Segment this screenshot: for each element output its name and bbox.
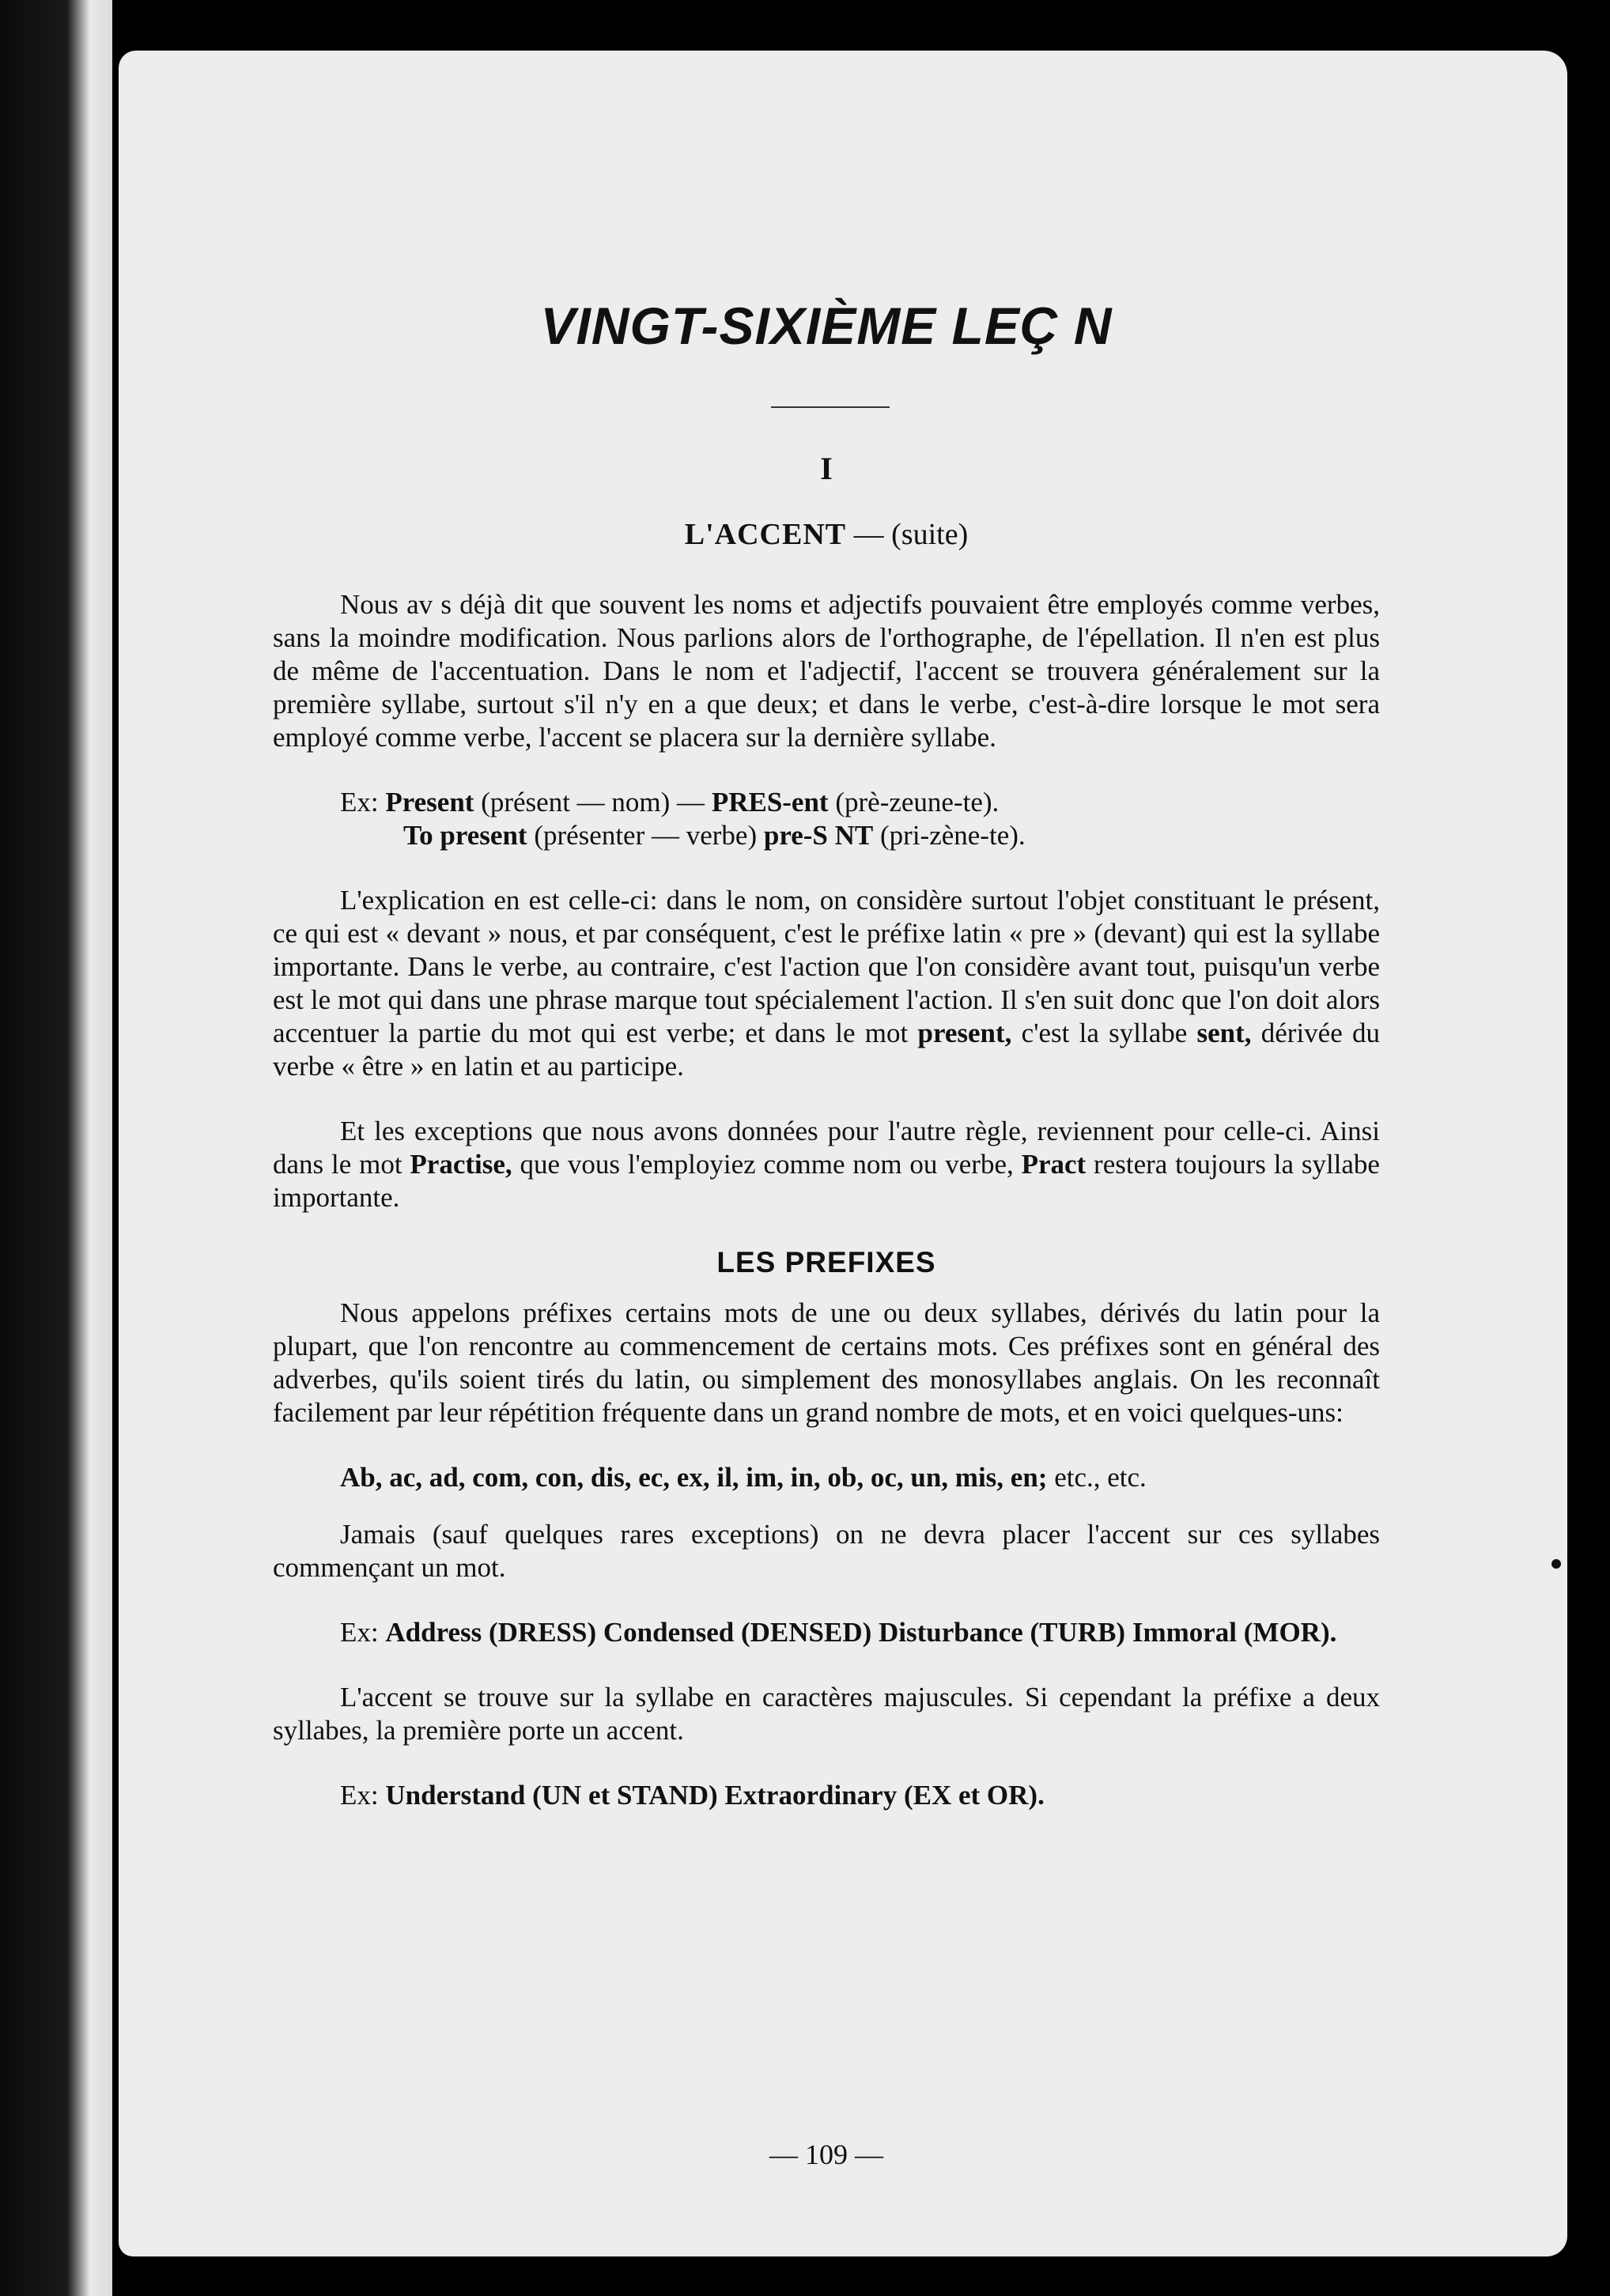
text-run: L'explication en est celle-ci: dans le nom, on considère surtout l'objet constituant le présent, ce qui est « devant » nous, et par conséquent, c'est le préfixe latin « pre » (devant) qui est la syllabe importante. Dans le verbe, au contraire, c'est l'action que l'on considère avant tout, puisqu'un verbe est le mot qui dans une phrase marque tout spécialement l'action. Il s'en suit donc que l'on doit alors accentuer la partie du mot qui est verbe; et dans le mot bbox=[273, 885, 1380, 1048]
book-page bbox=[119, 51, 1567, 2256]
example-text: (présenter — verbe) bbox=[527, 820, 764, 851]
prefix-list-rest: etc., etc. bbox=[1047, 1462, 1147, 1493]
chapter-title: VINGT-SIXIÈME LEÇ N bbox=[540, 296, 1113, 355]
page-number: — 109 — bbox=[769, 2139, 883, 2170]
ink-dot bbox=[1551, 1559, 1561, 1569]
example-words: Understand (UN et STAND) Extraordinary (EX et OR). bbox=[385, 1780, 1045, 1811]
example-label: Ex: bbox=[340, 1780, 386, 1811]
example-word: Present bbox=[385, 787, 474, 818]
example-text: (pri-zène-te). bbox=[873, 820, 1026, 851]
example-word: To present bbox=[403, 820, 527, 851]
paragraph-4: Nous appelons préfixes certains mots de une ou deux syllabes, dérivés du latin pour la plupart, que l'on rencontre au commencement de certains mots. Ces préfixes sont en général des adverbes, qu'ils soient tirés du latin, ou simplement des monosyllabes anglais. On les reconnaît facilement par leur répétition fréquente dans un grand nombre de mots, et en voici quelques-uns: bbox=[273, 1297, 1380, 1428]
bold-word: present, bbox=[917, 1018, 1012, 1048]
example-word: PRES-ent bbox=[711, 787, 829, 818]
prefix-list-bold: Ab, ac, ad, com, con, dis, ec, ex, il, im, in, ob, oc, un, mis, en; bbox=[340, 1462, 1048, 1493]
paragraph-3 bbox=[273, 1115, 1380, 1214]
title-divider bbox=[771, 406, 890, 408]
section-heading-sub: — (suite) bbox=[846, 518, 969, 551]
paragraph-2 bbox=[273, 884, 1380, 1083]
text-run: que vous l'employiez comme nom ou verbe, bbox=[512, 1149, 1022, 1180]
example-text: (présent — nom) — bbox=[474, 787, 712, 818]
example-word: pre-S NT bbox=[763, 820, 874, 851]
example-3 bbox=[273, 1779, 1380, 1812]
text-run: Et les exceptions que nous avons données pour l'autre règle, reviennent pour celle-ci. Ainsi dans le mot bbox=[273, 1116, 1380, 1180]
bold-word: Practise, bbox=[410, 1149, 512, 1180]
example-label: Ex: bbox=[340, 787, 386, 818]
section-heading bbox=[273, 517, 1380, 552]
example-2 bbox=[273, 1616, 1380, 1649]
paragraph-5: Jamais (sauf quelques rares exceptions) on ne devra placer l'accent sur ces syllabes commençant un mot. bbox=[273, 1519, 1380, 1583]
example-1-line-2 bbox=[340, 819, 1380, 852]
heading-prefixes: LES PREFIXES bbox=[716, 1246, 936, 1278]
section-number: I bbox=[820, 451, 833, 486]
section-heading-main: L'ACCENT bbox=[684, 518, 847, 551]
example-1 bbox=[273, 786, 1380, 852]
bold-word: Pract bbox=[1021, 1149, 1087, 1180]
example-label: Ex: bbox=[340, 1617, 386, 1648]
example-words: Address (DRESS) Condensed (DENSED) Disturbance (TURB) Immoral (MOR). bbox=[385, 1617, 1337, 1648]
example-text: (prè-zeune-te). bbox=[828, 787, 1000, 818]
prefix-list bbox=[273, 1461, 1380, 1494]
bold-word: sent, bbox=[1196, 1018, 1252, 1048]
adjacent-page-edge bbox=[0, 0, 112, 2296]
body-text bbox=[273, 588, 1380, 1844]
paragraph-6: L'accent se trouve sur la syllabe en caractères majuscules. Si cependant la préfixe a deux syllabes, la première porte un accent. bbox=[273, 1682, 1380, 1746]
paragraph-1: Nous av s déjà dit que souvent les noms et adjectifs pouvaient être employés comme verbes, sans la moindre modification. Nous parlions alors de l'orthographe, de l'épellation. Il n'en est plus de même de l'accentuation. Dans le nom et l'adjectif, l'accent se trouvera généralement sur la première syllabe, surtout s'il n'y en a que deux; et dans le verbe, c'est-à-dire lorsque le mot sera employé comme verbe, l'accent se placera sur la dernière syllabe. bbox=[273, 589, 1380, 753]
text-run: c'est la syllabe bbox=[1011, 1018, 1197, 1048]
text-run: dérivée du verbe « être » en latin et au participe. bbox=[273, 1018, 1380, 1082]
text-run: restera toujours la syllabe importante. bbox=[273, 1149, 1380, 1213]
